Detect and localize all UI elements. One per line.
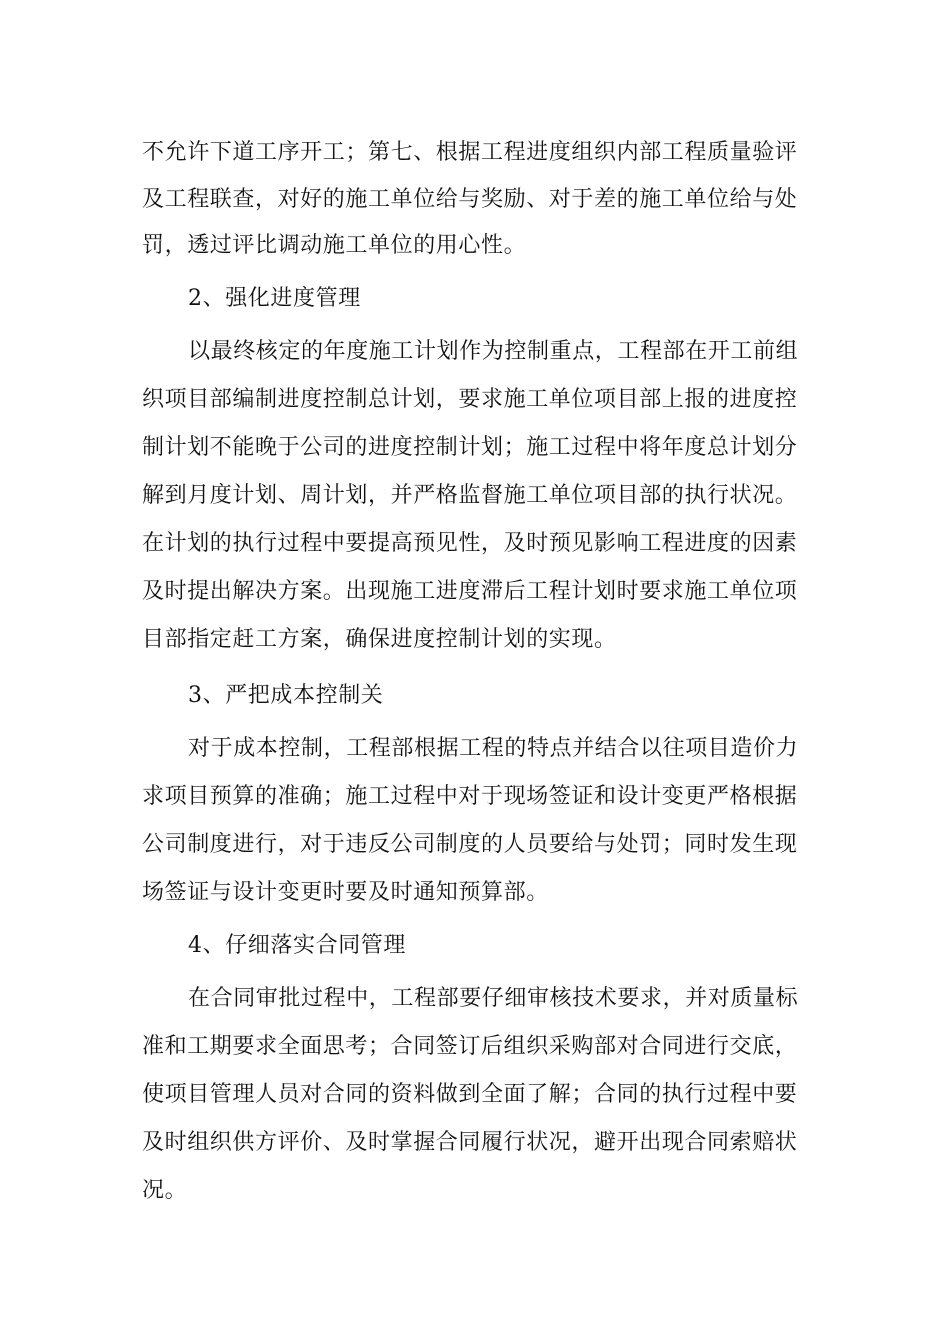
text-line: 目部指定赶工方案，确保进度控制计划的实现。	[142, 627, 617, 652]
section-heading: 2、强化进度管理	[188, 286, 361, 311]
text-line: 对于成本控制，工程部根据工程的特点并结合以往项目造价力	[188, 736, 799, 761]
text-line: 及时提出解决方案。出现施工进度滞后工程计划时要求施工单位项	[142, 579, 798, 604]
text-line: 及工程联查，对好的施工单位给与奖励、对于差的施工单位给与处	[142, 187, 798, 212]
text-line: 制计划不能晚于公司的进度控制计划；施工过程中将年度总计划分	[142, 435, 798, 460]
section-heading: 3、严把成本控制关	[188, 683, 384, 708]
text-line: 况。	[142, 1178, 188, 1203]
text-line: 场签证与设计变更时要及时通知预算部。	[142, 880, 549, 905]
text-line: 求项目预算的准确；施工过程中对于现场签证和设计变更严格根据	[142, 784, 798, 809]
text-line: 准和工期要求全面思考；合同签订后组织采购部对合同进行交底，	[142, 1034, 798, 1059]
text-line: 公司制度进行，对于违反公司制度的人员要给与处罚；同时发生现	[142, 832, 798, 857]
text-line: 在计划的执行过程中要提高预见性，及时预见影响工程进度的因素	[142, 531, 798, 556]
text-line: 及时组织供方评价、及时掌握合同履行状况，避开出现合同索赔状	[142, 1130, 798, 1155]
text-line: 不允许下道工序开工；第七、根据工程进度组织内部工程质量验评	[142, 140, 798, 165]
text-line: 使项目管理人员对合同的资料做到全面了解；合同的执行过程中要	[142, 1082, 798, 1107]
text-line: 解到月度计划、周计划，并严格监督施工单位项目部的执行状况。	[142, 483, 798, 508]
section-heading: 4、仔细落实合同管理	[188, 933, 406, 958]
text-line: 以最终核定的年度施工计划作为控制重点，工程部在开工前组	[188, 339, 799, 364]
text-line: 在合同审批过程中，工程部要仔细审核技术要求，并对质量标	[188, 986, 799, 1011]
text-line: 织项目部编制进度控制总计划，要求施工单位项目部上报的进度控	[142, 387, 798, 412]
text-line: 罚，透过评比调动施工单位的用心性。	[142, 233, 527, 258]
